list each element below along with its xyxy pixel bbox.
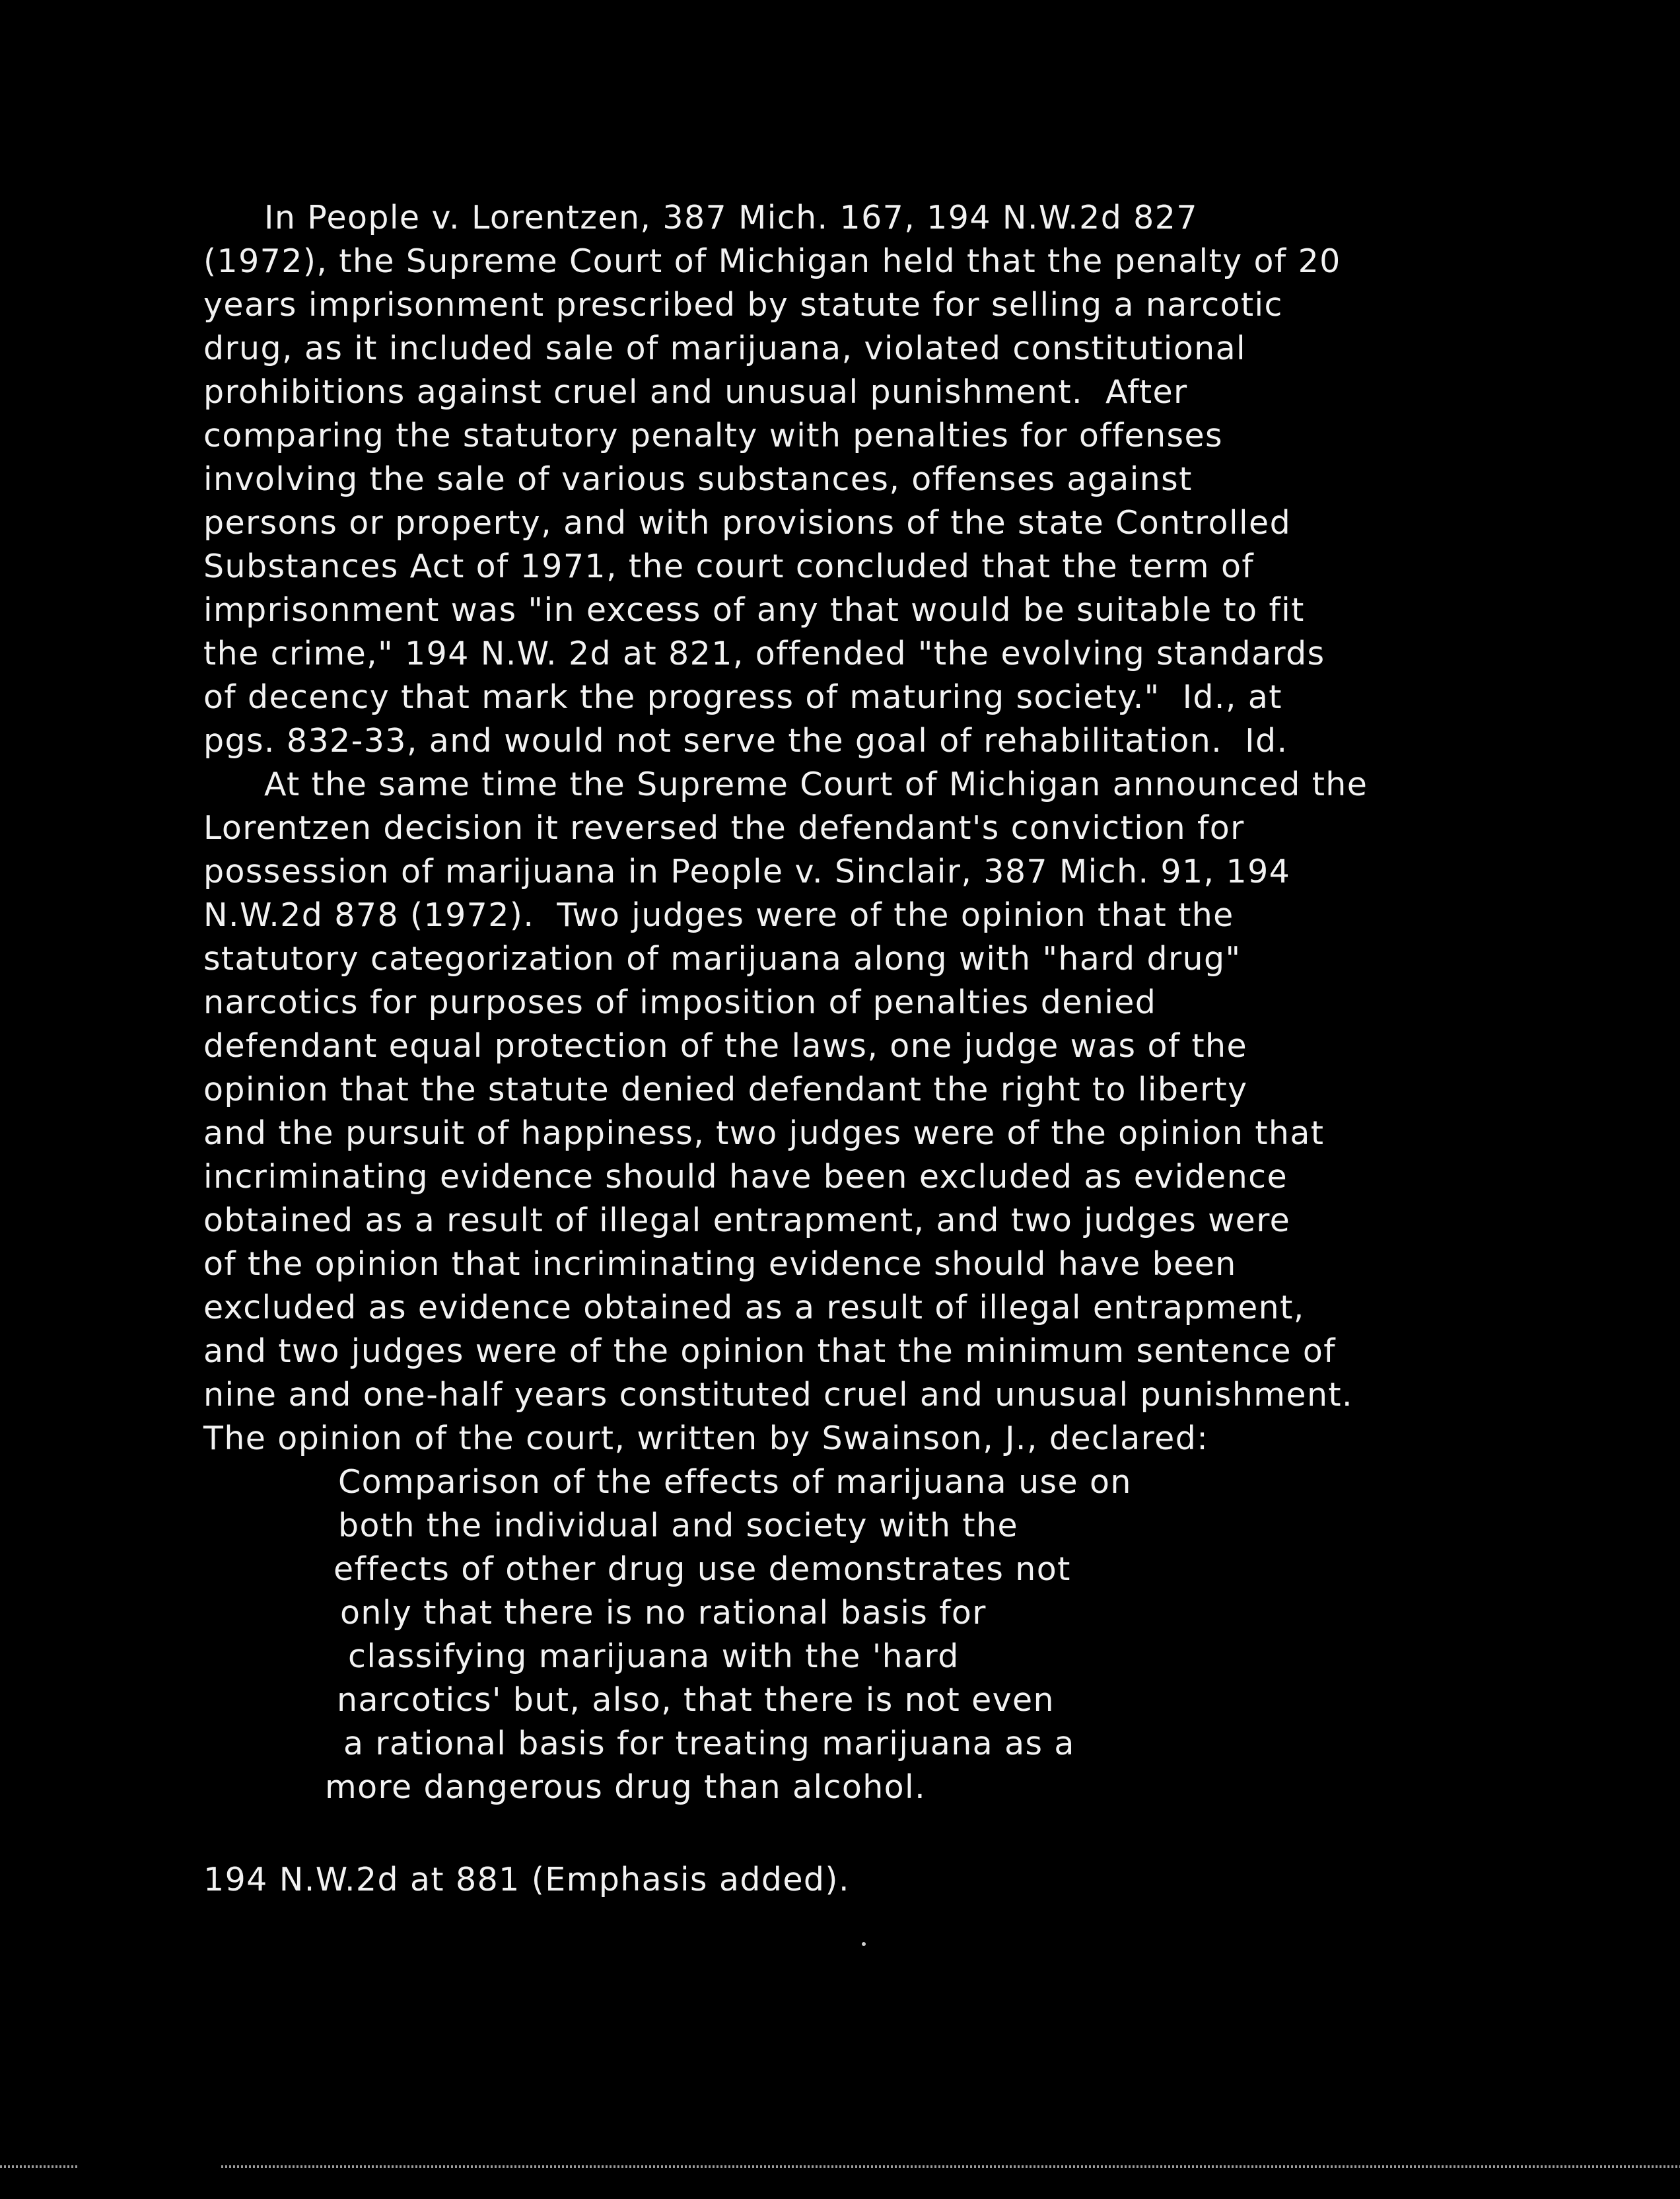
scan-edge-rule [0,2165,79,2168]
block-quote-line: only that there is no rational basis for [340,1594,987,1632]
block-quote-line: classifying marijuana with the 'hard [348,1638,960,1675]
text-line: N.W.2d 878 (1972). Two judges were of the opinion that the [203,896,1234,934]
text-line: incriminating evidence should have been excluded as evidence [203,1158,1288,1196]
text-line: drug, as it included sale of marijuana, violated constitutional [203,330,1247,367]
text-line: of the opinion that incriminating evidence should have been [203,1245,1237,1283]
text-line: years imprisonment prescribed by statute for selling a narcotic [203,286,1283,324]
text-line: obtained as a result of illegal entrapment, and two judges were [203,1202,1291,1239]
text-line: Substances Act of 1971, the court concluded that the term of [203,548,1254,585]
text-line: possession of marijuana in People v. Sinclair, 387 Mich. 91, 194 [203,853,1291,890]
citation-line: 194 N.W.2d at 881 (Emphasis added). [203,1861,850,1898]
text-line: persons or property, and with provisions of the state Controlled [203,504,1292,542]
text-line: and two judges were of the opinion that the minimum sentence of [203,1332,1336,1370]
text-line: In People v. Lorentzen, 387 Mich. 167, 194 N.W.2d 827 [264,199,1198,236]
text-line: prohibitions against cruel and unusual punishment. After [203,373,1188,411]
text-line: statutory categorization of marijuana along with "hard drug" [203,940,1242,978]
text-line: opinion that the statute denied defendant the right to liberty [203,1071,1248,1108]
text-line: imprisonment was "in excess of any that would be suitable to fit [203,591,1305,629]
text-line: excluded as evidence obtained as a result of illegal entrapment, [203,1289,1305,1326]
block-quote-line: Comparison of the effects of marijuana use on [338,1463,1132,1501]
block-quote-line: narcotics' but, also, that there is not even [337,1681,1055,1719]
text-line: Lorentzen decision it reversed the defendant's conviction for [203,809,1245,847]
scan-edge-rule [221,2165,1680,2168]
text-line: defendant equal protection of the laws, one judge was of the [203,1027,1248,1065]
text-line: comparing the statutory penalty with penalties for offenses [203,417,1223,454]
text-line: and the pursuit of happiness, two judges were of the opinion that [203,1114,1325,1152]
text-line: involving the sale of various substances, offenses against [203,460,1193,498]
block-quote-line: both the individual and society with the [338,1507,1018,1544]
block-quote-line: effects of other drug use demonstrates not [333,1550,1071,1588]
text-line: (1972), the Supreme Court of Michigan held that the penalty of 20 [203,242,1341,280]
text-line: pgs. 832-33, and would not serve the goal of rehabilitation. Id. [203,722,1288,760]
block-quote-line: a rational basis for treating marijuana as a [343,1725,1075,1762]
text-line: The opinion of the court, written by Swainson, J., declared: [203,1420,1209,1457]
text-line: of decency that mark the progress of maturing society." Id., at [203,678,1282,716]
text-line: At the same time the Supreme Court of Michigan announced the [264,766,1368,803]
text-line: nine and one-half years constituted cruel and unusual punishment. [203,1376,1353,1414]
speck [862,1942,866,1946]
text-line: narcotics for purposes of imposition of penalties denied [203,984,1157,1021]
block-quote-line: more dangerous drug than alcohol. [325,1768,927,1806]
text-line: the crime," 194 N.W. 2d at 821, offended "the evolving standards [203,635,1325,672]
